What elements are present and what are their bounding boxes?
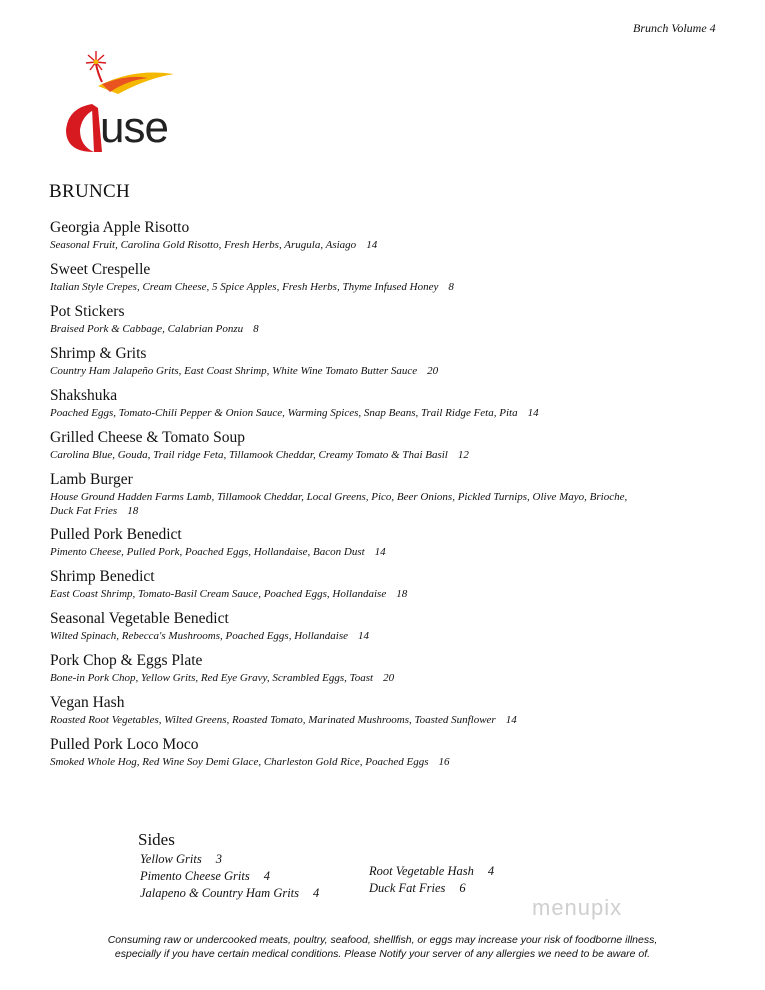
menu-item (50, 693, 690, 727)
menu-item-description-text: Carolina Blue, Gouda, Trail ridge Feta, Tillamook Cheddar, Creamy Tomato & Thai Basil (50, 449, 448, 461)
menu-item (50, 525, 690, 559)
sides-title: Sides (138, 830, 175, 849)
menu-item (50, 651, 690, 685)
menu-item-description-text: Country Ham Jalapeño Grits, East Coast Shrimp, White Wine Tomato Butter Sauce (50, 365, 418, 377)
menu-item-description (50, 322, 690, 336)
menu-item-name: Pulled Pork Benedict (50, 526, 182, 543)
menu-item-description (50, 587, 690, 601)
section-title-brunch: BRUNCH (49, 181, 130, 202)
menu-item-price: 12 (457, 449, 469, 461)
side-item: Root Vegetable Hash 4 (369, 864, 495, 878)
menu-item-description-text: Wilted Spinach, Rebecca's Mushrooms, Poached Eggs, Hollandaise (50, 630, 348, 642)
menu-item-name: Shrimp & Grits (50, 345, 147, 362)
menu-item (50, 609, 690, 643)
menu-item (50, 302, 690, 336)
menu-item (50, 470, 690, 518)
menu-item-description-text: Poached Eggs, Tomato-Chili Pepper & Onion Sauce, Warming Spices, Snap Beans, Trail Ridge Feta, Pita (50, 407, 518, 419)
menu-item (50, 386, 690, 420)
menu-item-name: Lamb Burger (50, 471, 133, 488)
menu-item-description-text: Smoked Whole Hog, Red Wine Soy Demi Glace, Charleston Gold Rice, Poached Eggs (50, 756, 429, 768)
menu-item-price: 20 (383, 672, 395, 684)
menu-item-price: 8 (253, 323, 259, 335)
menu-item-description (50, 448, 690, 462)
menu-item (50, 567, 690, 601)
menu-item-name: Sweet Crespelle (50, 261, 151, 278)
menu-item-description-text: Seasonal Fruit, Carolina Gold Risotto, Fresh Herbs, Arugula, Asiago (50, 239, 357, 251)
menu-item-name: Shakshuka (50, 387, 118, 404)
disclaimer-line-2: especially if you have certain medical conditions. Please Notify your server of any allergies we need to be aware of. (114, 948, 651, 960)
menu-item-description (50, 238, 690, 252)
menu-item-description (50, 629, 690, 643)
side-item: Yellow Grits 3 (140, 852, 222, 866)
menu-item-description (50, 755, 690, 769)
menu-item-description-text: Braised Pork & Cabbage, Calabrian Ponzu (50, 323, 244, 335)
watermark: menupix (532, 895, 623, 920)
menu-item-name: Shrimp Benedict (50, 568, 155, 585)
menu-item-name: Pot Stickers (50, 303, 125, 320)
menu-item-description (50, 671, 690, 685)
menu-item-price: 18 (127, 505, 139, 517)
menu-item-description (50, 545, 690, 559)
menu-item-description (50, 364, 690, 378)
menu-item-name: Grilled Cheese & Tomato Soup (50, 429, 245, 446)
menu-item-description-text: Bone-in Pork Chop, Yellow Grits, Red Eye Gravy, Scrambled Eggs, Toast (50, 672, 374, 684)
menu-item-description (50, 713, 690, 727)
logo-text: use (100, 103, 168, 152)
menu-item (50, 218, 690, 252)
allergy-disclaimer (0, 933, 765, 961)
menu-item-description-text: House Ground Hadden Farms Lamb, Tillamook Cheddar, Local Greens, Pico, Beer Onions, Pickled Turnips, Olive Mayo, Brioche, Duck Fat Fries (50, 491, 628, 517)
menu-item-description-text: Roasted Root Vegetables, Wilted Greens, Roasted Tomato, Marinated Mushrooms, Toasted Sunflower (50, 714, 496, 726)
menu-item-price: 18 (396, 588, 408, 600)
menu-item-name: Seasonal Vegetable Benedict (50, 610, 229, 627)
menu-item-description (50, 280, 690, 294)
menu-item (50, 428, 690, 462)
disclaimer-line-1: Consuming raw or undercooked meats, poultry, seafood, shellfish, or eggs may increase your risk of foodborne illness, (107, 934, 658, 946)
side-item: Pimento Cheese Grits 4 (140, 869, 270, 883)
volume-label: Brunch Volume 4 (633, 21, 716, 35)
menu-item-price: 14 (357, 630, 369, 642)
menu-item-description (50, 490, 640, 518)
side-item: Jalapeno & Country Ham Grits 4 (140, 886, 320, 900)
menu-item-name: Georgia Apple Risotto (50, 219, 190, 236)
menu-item-name: Pulled Pork Loco Moco (50, 736, 199, 753)
menu-item-price: 14 (366, 239, 378, 251)
menu-item-description (50, 406, 690, 420)
menu-item-price: 16 (438, 756, 450, 768)
side-item: Duck Fat Fries 6 (369, 881, 466, 895)
menu-item (50, 344, 690, 378)
menu-item-price: 14 (374, 546, 386, 558)
menu-item (50, 260, 690, 294)
menu-item-name: Pork Chop & Eggs Plate (50, 652, 203, 669)
fuse-logo (58, 48, 203, 158)
menu-item-name: Vegan Hash (50, 694, 125, 711)
menu-item-price: 20 (427, 365, 439, 377)
menu-item-price: 14 (527, 407, 539, 419)
menu-item-price: 8 (448, 281, 454, 293)
menu-item-price: 14 (505, 714, 517, 726)
menu-item-description-text: Italian Style Crepes, Cream Cheese, 5 Spice Apples, Fresh Herbs, Thyme Infused Honey (50, 281, 439, 293)
menu-item-description-text: Pimento Cheese, Pulled Pork, Poached Eggs, Hollandaise, Bacon Dust (50, 546, 365, 558)
menu-item-description-text: East Coast Shrimp, Tomato-Basil Cream Sauce, Poached Eggs, Hollandaise (50, 588, 387, 600)
menu-item (50, 735, 690, 769)
